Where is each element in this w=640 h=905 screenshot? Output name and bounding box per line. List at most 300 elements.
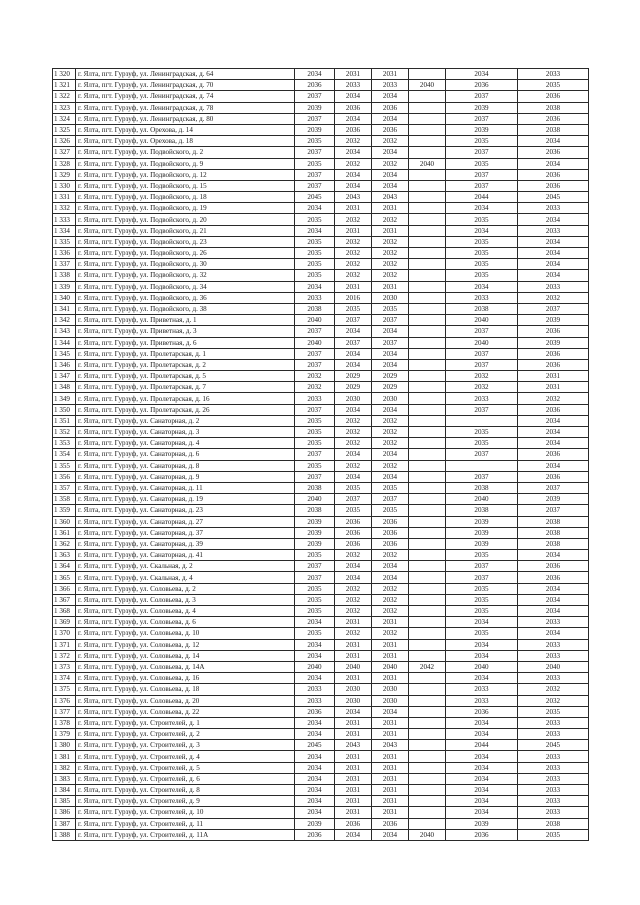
table-row [53,729,589,740]
year-col-1-cell: 2037 [295,169,335,180]
table-row [53,69,589,80]
year-col-3-cell: 2030 [372,393,409,404]
row-number-cell: 1 367 [53,594,76,605]
year-col-2-cell: 2034 [335,113,372,124]
table-row [53,259,589,270]
table-row [53,158,589,169]
year-col-4-cell [409,751,446,762]
year-col-1-cell: 2037 [295,91,335,102]
year-col-5-cell: 2040 [446,315,518,326]
year-col-3-cell: 2032 [372,214,409,225]
year-col-3-cell: 2036 [372,538,409,549]
year-col-1-cell: 2032 [295,371,335,382]
year-col-4-cell [409,572,446,583]
year-col-1-cell: 2037 [295,471,335,482]
table-row [53,415,589,426]
row-number-cell: 1 330 [53,180,76,191]
year-col-3-cell: 2037 [372,315,409,326]
year-col-4-cell [409,136,446,147]
row-number-cell: 1 324 [53,113,76,124]
row-number-cell: 1 386 [53,807,76,818]
year-col-6-cell: 2033 [518,729,589,740]
year-col-3-cell: 2034 [372,561,409,572]
year-col-4-cell [409,550,446,561]
address-cell: г. Ялта, пгт. Гурзуф, ул. Скальная, д. 4 [76,572,295,583]
year-col-2-cell: 2032 [335,628,372,639]
address-cell: г. Ялта, пгт. Гурзуф, ул. Подвойского, д. 30 [76,259,295,270]
address-cell: г. Ялта, пгт. Гурзуф, ул. Санаторная, д. 41 [76,550,295,561]
table-row [53,550,589,561]
row-number-cell: 1 322 [53,91,76,102]
year-col-3-cell: 2034 [372,471,409,482]
table-row [53,270,589,281]
year-col-5-cell: 2039 [446,818,518,829]
year-col-2-cell: 2035 [335,505,372,516]
year-col-1-cell: 2034 [295,717,335,728]
year-col-4-cell: 2042 [409,661,446,672]
year-col-2-cell: 2032 [335,248,372,259]
row-number-cell: 1 345 [53,348,76,359]
year-col-5-cell: 2037 [446,326,518,337]
year-col-5-cell: 2037 [446,348,518,359]
table-row [53,650,589,661]
year-col-4-cell [409,617,446,628]
year-col-5-cell: 2039 [446,516,518,527]
year-col-3-cell: 2032 [372,438,409,449]
row-number-cell: 1 387 [53,818,76,829]
year-col-1-cell: 2039 [295,818,335,829]
year-col-3-cell: 2031 [372,785,409,796]
year-col-6-cell: 2033 [518,617,589,628]
year-col-5-cell: 2039 [446,124,518,135]
year-col-3-cell: 2031 [372,203,409,214]
year-col-6-cell: 2033 [518,225,589,236]
year-col-2-cell: 2034 [335,561,372,572]
year-col-3-cell: 2031 [372,225,409,236]
table-row [53,628,589,639]
row-number-cell: 1 344 [53,337,76,348]
address-cell: г. Ялта, пгт. Гурзуф, ул. Ленинградская, д. 80 [76,113,295,124]
year-col-6-cell: 2034 [518,248,589,259]
year-col-4-cell [409,292,446,303]
table-row [53,382,589,393]
year-col-6-cell: 2038 [518,527,589,538]
table-row [53,684,589,695]
year-col-1-cell: 2036 [295,706,335,717]
year-col-3-cell: 2031 [372,281,409,292]
year-col-5-cell: 2037 [446,113,518,124]
address-cell: г. Ялта, пгт. Гурзуф, ул. Приветная, д. 6 [76,337,295,348]
year-col-3-cell: 2036 [372,527,409,538]
row-number-cell: 1 332 [53,203,76,214]
row-number-cell: 1 331 [53,192,76,203]
year-col-5-cell: 2035 [446,248,518,259]
year-col-5-cell: 2038 [446,303,518,314]
year-col-2-cell: 2034 [335,359,372,370]
year-col-1-cell: 2037 [295,572,335,583]
year-col-5-cell: 2037 [446,91,518,102]
row-number-cell: 1 382 [53,762,76,773]
table-row [53,762,589,773]
year-col-5-cell: 2035 [446,259,518,270]
year-col-1-cell: 2034 [295,796,335,807]
year-col-4-cell [409,460,446,471]
year-col-6-cell: 2035 [518,829,589,840]
year-col-6-cell: 2037 [518,303,589,314]
address-cell: г. Ялта, пгт. Гурзуф, ул. Санаторная, д. 3 [76,427,295,438]
year-col-1-cell: 2037 [295,326,335,337]
year-col-3-cell: 2031 [372,650,409,661]
year-col-4-cell [409,169,446,180]
year-col-1-cell: 2037 [295,180,335,191]
year-col-6-cell: 2036 [518,471,589,482]
table-row [53,661,589,672]
address-cell: г. Ялта, пгт. Гурзуф, ул. Ленинградская, д. 70 [76,80,295,91]
year-col-3-cell: 2031 [372,617,409,628]
year-col-5-cell: 2037 [446,147,518,158]
address-cell: г. Ялта, пгт. Гурзуф, ул. Подвойского, д. 2 [76,147,295,158]
year-col-6-cell: 2036 [518,572,589,583]
address-cell: г. Ялта, пгт. Гурзуф, ул. Подвойского, д. 21 [76,225,295,236]
row-number-cell: 1 336 [53,248,76,259]
address-cell: г. Ялта, пгт. Гурзуф, ул. Ленинградская, д. 74 [76,91,295,102]
year-col-4-cell [409,449,446,460]
row-number-cell: 1 363 [53,550,76,561]
year-col-5-cell: 2034 [446,796,518,807]
year-col-3-cell: 2030 [372,695,409,706]
address-cell: г. Ялта, пгт. Гурзуф, ул. Ленинградская, д. 64 [76,69,295,80]
year-col-1-cell: 2034 [295,69,335,80]
year-col-3-cell: 2031 [372,69,409,80]
table-row [53,617,589,628]
row-number-cell: 1 356 [53,471,76,482]
row-number-cell: 1 375 [53,684,76,695]
year-col-5-cell: 2034 [446,717,518,728]
year-col-3-cell: 2029 [372,371,409,382]
year-col-2-cell: 2032 [335,415,372,426]
table-row [53,606,589,617]
year-col-1-cell: 2040 [295,494,335,505]
table-row [53,315,589,326]
year-col-4-cell: 2040 [409,158,446,169]
year-col-3-cell: 2035 [372,505,409,516]
address-cell: г. Ялта, пгт. Гурзуф, ул. Ленинградская, д. 78 [76,102,295,113]
year-col-1-cell: 2035 [295,248,335,259]
year-col-2-cell: 2036 [335,538,372,549]
row-number-cell: 1 342 [53,315,76,326]
year-col-3-cell: 2032 [372,583,409,594]
year-col-2-cell: 2036 [335,818,372,829]
year-col-2-cell: 2035 [335,482,372,493]
year-col-6-cell: 2038 [518,102,589,113]
table-row [53,460,589,471]
row-number-cell: 1 352 [53,427,76,438]
year-col-2-cell: 2035 [335,303,372,314]
year-col-4-cell [409,91,446,102]
year-col-3-cell: 2032 [372,259,409,270]
table-row [53,303,589,314]
year-col-3-cell: 2031 [372,717,409,728]
year-col-6-cell: 2033 [518,796,589,807]
table-row [53,393,589,404]
year-col-6-cell: 2036 [518,91,589,102]
row-number-cell: 1 350 [53,404,76,415]
year-col-2-cell: 2032 [335,136,372,147]
year-col-3-cell: 2036 [372,818,409,829]
year-col-3-cell: 2034 [372,113,409,124]
row-number-cell: 1 340 [53,292,76,303]
address-cell: г. Ялта, пгт. Гурзуф, ул. Подвойского, д. 34 [76,281,295,292]
year-col-2-cell: 2032 [335,550,372,561]
row-number-cell: 1 341 [53,303,76,314]
address-cell: г. Ялта, пгт. Гурзуф, ул. Подвойского, д. 12 [76,169,295,180]
year-col-4-cell [409,740,446,751]
table-row [53,583,589,594]
year-col-2-cell: 2031 [335,796,372,807]
year-col-1-cell: 2045 [295,740,335,751]
year-col-3-cell: 2035 [372,482,409,493]
address-cell: г. Ялта, пгт. Гурзуф, ул. Подвойского, д. 23 [76,236,295,247]
year-col-2-cell: 2036 [335,102,372,113]
year-col-5-cell: 2034 [446,807,518,818]
year-col-5-cell: 2035 [446,270,518,281]
address-cell: г. Ялта, пгт. Гурзуф, ул. Санаторная, д. 37 [76,527,295,538]
year-col-1-cell: 2035 [295,460,335,471]
year-col-1-cell: 2033 [295,695,335,706]
table-row [53,673,589,684]
year-col-4-cell [409,192,446,203]
year-col-4-cell [409,729,446,740]
year-col-3-cell: 2035 [372,303,409,314]
year-col-4-cell [409,315,446,326]
year-col-5-cell: 2034 [446,281,518,292]
year-col-1-cell: 2037 [295,147,335,158]
year-col-5-cell: 2036 [446,706,518,717]
year-col-5-cell: 2032 [446,371,518,382]
year-col-5-cell: 2037 [446,449,518,460]
year-col-6-cell: 2032 [518,292,589,303]
address-cell: г. Ялта, пгт. Гурзуф, ул. Пролетарская, д. 16 [76,393,295,404]
year-col-4-cell [409,203,446,214]
row-number-cell: 1 366 [53,583,76,594]
year-col-6-cell: 2034 [518,236,589,247]
year-col-2-cell: 2032 [335,583,372,594]
address-cell: г. Ялта, пгт. Гурзуф, ул. Соловьева, д. 4 [76,606,295,617]
address-cell: г. Ялта, пгт. Гурзуф, ул. Строителей, д. 1 [76,717,295,728]
address-cell: г. Ялта, пгт. Гурзуф, ул. Приветная, д. 1 [76,315,295,326]
year-col-5-cell: 2035 [446,606,518,617]
row-number-cell: 1 346 [53,359,76,370]
year-col-3-cell: 2043 [372,740,409,751]
year-col-1-cell: 2034 [295,773,335,784]
table-row [53,695,589,706]
table-row [53,796,589,807]
address-cell: г. Ялта, пгт. Гурзуф, ул. Санаторная, д. 19 [76,494,295,505]
year-col-6-cell: 2033 [518,807,589,818]
year-col-4-cell [409,695,446,706]
year-col-5-cell: 2032 [446,382,518,393]
year-col-3-cell: 2040 [372,661,409,672]
year-col-1-cell: 2036 [295,829,335,840]
year-col-3-cell: 2032 [372,550,409,561]
address-cell: г. Ялта, пгт. Гурзуф, ул. Строителей, д. 6 [76,773,295,784]
year-col-3-cell: 2036 [372,124,409,135]
table-row [53,516,589,527]
year-col-6-cell: 2033 [518,773,589,784]
year-col-1-cell: 2035 [295,628,335,639]
year-col-4-cell [409,415,446,426]
year-col-2-cell: 2031 [335,650,372,661]
year-col-3-cell: 2032 [372,427,409,438]
year-col-3-cell: 2031 [372,773,409,784]
year-col-4-cell [409,270,446,281]
year-col-6-cell: 2033 [518,717,589,728]
row-number-cell: 1 351 [53,415,76,426]
year-col-6-cell: 2032 [518,684,589,695]
year-col-4-cell [409,102,446,113]
year-col-3-cell: 2030 [372,684,409,695]
year-col-1-cell: 2034 [295,617,335,628]
year-col-4-cell [409,807,446,818]
year-col-2-cell: 2037 [335,337,372,348]
table-row [53,482,589,493]
year-col-3-cell: 2031 [372,673,409,684]
year-col-5-cell: 2035 [446,214,518,225]
year-col-4-cell [409,248,446,259]
year-col-1-cell: 2036 [295,80,335,91]
year-col-3-cell: 2034 [372,404,409,415]
row-number-cell: 1 326 [53,136,76,147]
row-number-cell: 1 328 [53,158,76,169]
row-number-cell: 1 361 [53,527,76,538]
year-col-5-cell: 2034 [446,69,518,80]
year-col-5-cell: 2034 [446,729,518,740]
year-col-6-cell: 2036 [518,359,589,370]
row-number-cell: 1 376 [53,695,76,706]
year-col-1-cell: 2035 [295,427,335,438]
table-row [53,113,589,124]
address-cell: г. Ялта, пгт. Гурзуф, ул. Строителей, д. 5 [76,762,295,773]
address-cell: г. Ялта, пгт. Гурзуф, ул. Подвойского, д. 15 [76,180,295,191]
year-col-2-cell: 2034 [335,348,372,359]
year-col-2-cell: 2031 [335,225,372,236]
row-number-cell: 1 380 [53,740,76,751]
year-col-6-cell: 2033 [518,762,589,773]
table-row [53,192,589,203]
year-col-6-cell: 2034 [518,583,589,594]
year-col-3-cell: 2031 [372,729,409,740]
year-col-2-cell: 2031 [335,617,372,628]
year-col-2-cell: 2032 [335,236,372,247]
year-col-3-cell: 2030 [372,292,409,303]
table-row [53,740,589,751]
year-col-2-cell: 2034 [335,404,372,415]
year-col-1-cell: 2037 [295,449,335,460]
table-row [53,371,589,382]
year-col-3-cell: 2031 [372,796,409,807]
year-col-1-cell: 2035 [295,606,335,617]
year-col-4-cell [409,527,446,538]
year-col-2-cell: 2034 [335,471,372,482]
row-number-cell: 1 379 [53,729,76,740]
year-col-5-cell: 2034 [446,751,518,762]
year-col-3-cell: 2032 [372,236,409,247]
address-cell: г. Ялта, пгт. Гурзуф, ул. Строителей, д. 10 [76,807,295,818]
year-col-2-cell: 2030 [335,393,372,404]
row-number-cell: 1 321 [53,80,76,91]
year-col-1-cell: 2045 [295,192,335,203]
year-col-2-cell: 2031 [335,203,372,214]
year-col-4-cell [409,180,446,191]
row-number-cell: 1 323 [53,102,76,113]
table-row [53,594,589,605]
row-number-cell: 1 372 [53,650,76,661]
year-col-6-cell: 2034 [518,214,589,225]
year-col-1-cell: 2035 [295,438,335,449]
year-col-5-cell: 2037 [446,169,518,180]
year-col-3-cell: 2032 [372,606,409,617]
year-col-6-cell: 2038 [518,818,589,829]
year-col-6-cell: 2034 [518,415,589,426]
year-col-2-cell: 2032 [335,438,372,449]
year-col-6-cell: 2034 [518,427,589,438]
year-col-2-cell: 2032 [335,259,372,270]
year-col-1-cell: 2034 [295,225,335,236]
row-number-cell: 1 359 [53,505,76,516]
year-col-5-cell: 2035 [446,583,518,594]
table-row [53,449,589,460]
address-cell: г. Ялта, пгт. Гурзуф, ул. Соловьева, д. 20 [76,695,295,706]
year-col-4-cell [409,382,446,393]
year-col-5-cell: 2035 [446,594,518,605]
table-body [53,69,589,841]
year-col-5-cell: 2034 [446,225,518,236]
year-col-6-cell: 2036 [518,180,589,191]
row-number-cell: 1 370 [53,628,76,639]
table-row [53,527,589,538]
row-number-cell: 1 373 [53,661,76,672]
row-number-cell: 1 369 [53,617,76,628]
year-col-5-cell: 2033 [446,695,518,706]
year-col-1-cell: 2038 [295,303,335,314]
table-row [53,214,589,225]
row-number-cell: 1 349 [53,393,76,404]
table-row [53,706,589,717]
year-col-5-cell: 2038 [446,505,518,516]
table-row [53,751,589,762]
address-cell: г. Ялта, пгт. Гурзуф, ул. Соловьева, д. 3 [76,594,295,605]
year-col-2-cell: 2029 [335,382,372,393]
year-col-5-cell: 2034 [446,203,518,214]
year-col-6-cell: 2033 [518,673,589,684]
year-col-6-cell: 2033 [518,650,589,661]
year-col-1-cell: 2035 [295,583,335,594]
year-col-2-cell: 2034 [335,180,372,191]
year-col-1-cell: 2039 [295,516,335,527]
row-number-cell: 1 353 [53,438,76,449]
year-col-3-cell: 2031 [372,639,409,650]
year-col-4-cell [409,471,446,482]
address-cell: г. Ялта, пгт. Гурзуф, ул. Пролетарская, д. 7 [76,382,295,393]
year-col-5-cell: 2044 [446,192,518,203]
year-col-6-cell: 2036 [518,561,589,572]
year-col-5-cell: 2044 [446,740,518,751]
year-col-1-cell: 2035 [295,550,335,561]
year-col-1-cell: 2034 [295,673,335,684]
year-col-4-cell [409,214,446,225]
row-number-cell: 1 339 [53,281,76,292]
year-col-3-cell: 2034 [372,180,409,191]
